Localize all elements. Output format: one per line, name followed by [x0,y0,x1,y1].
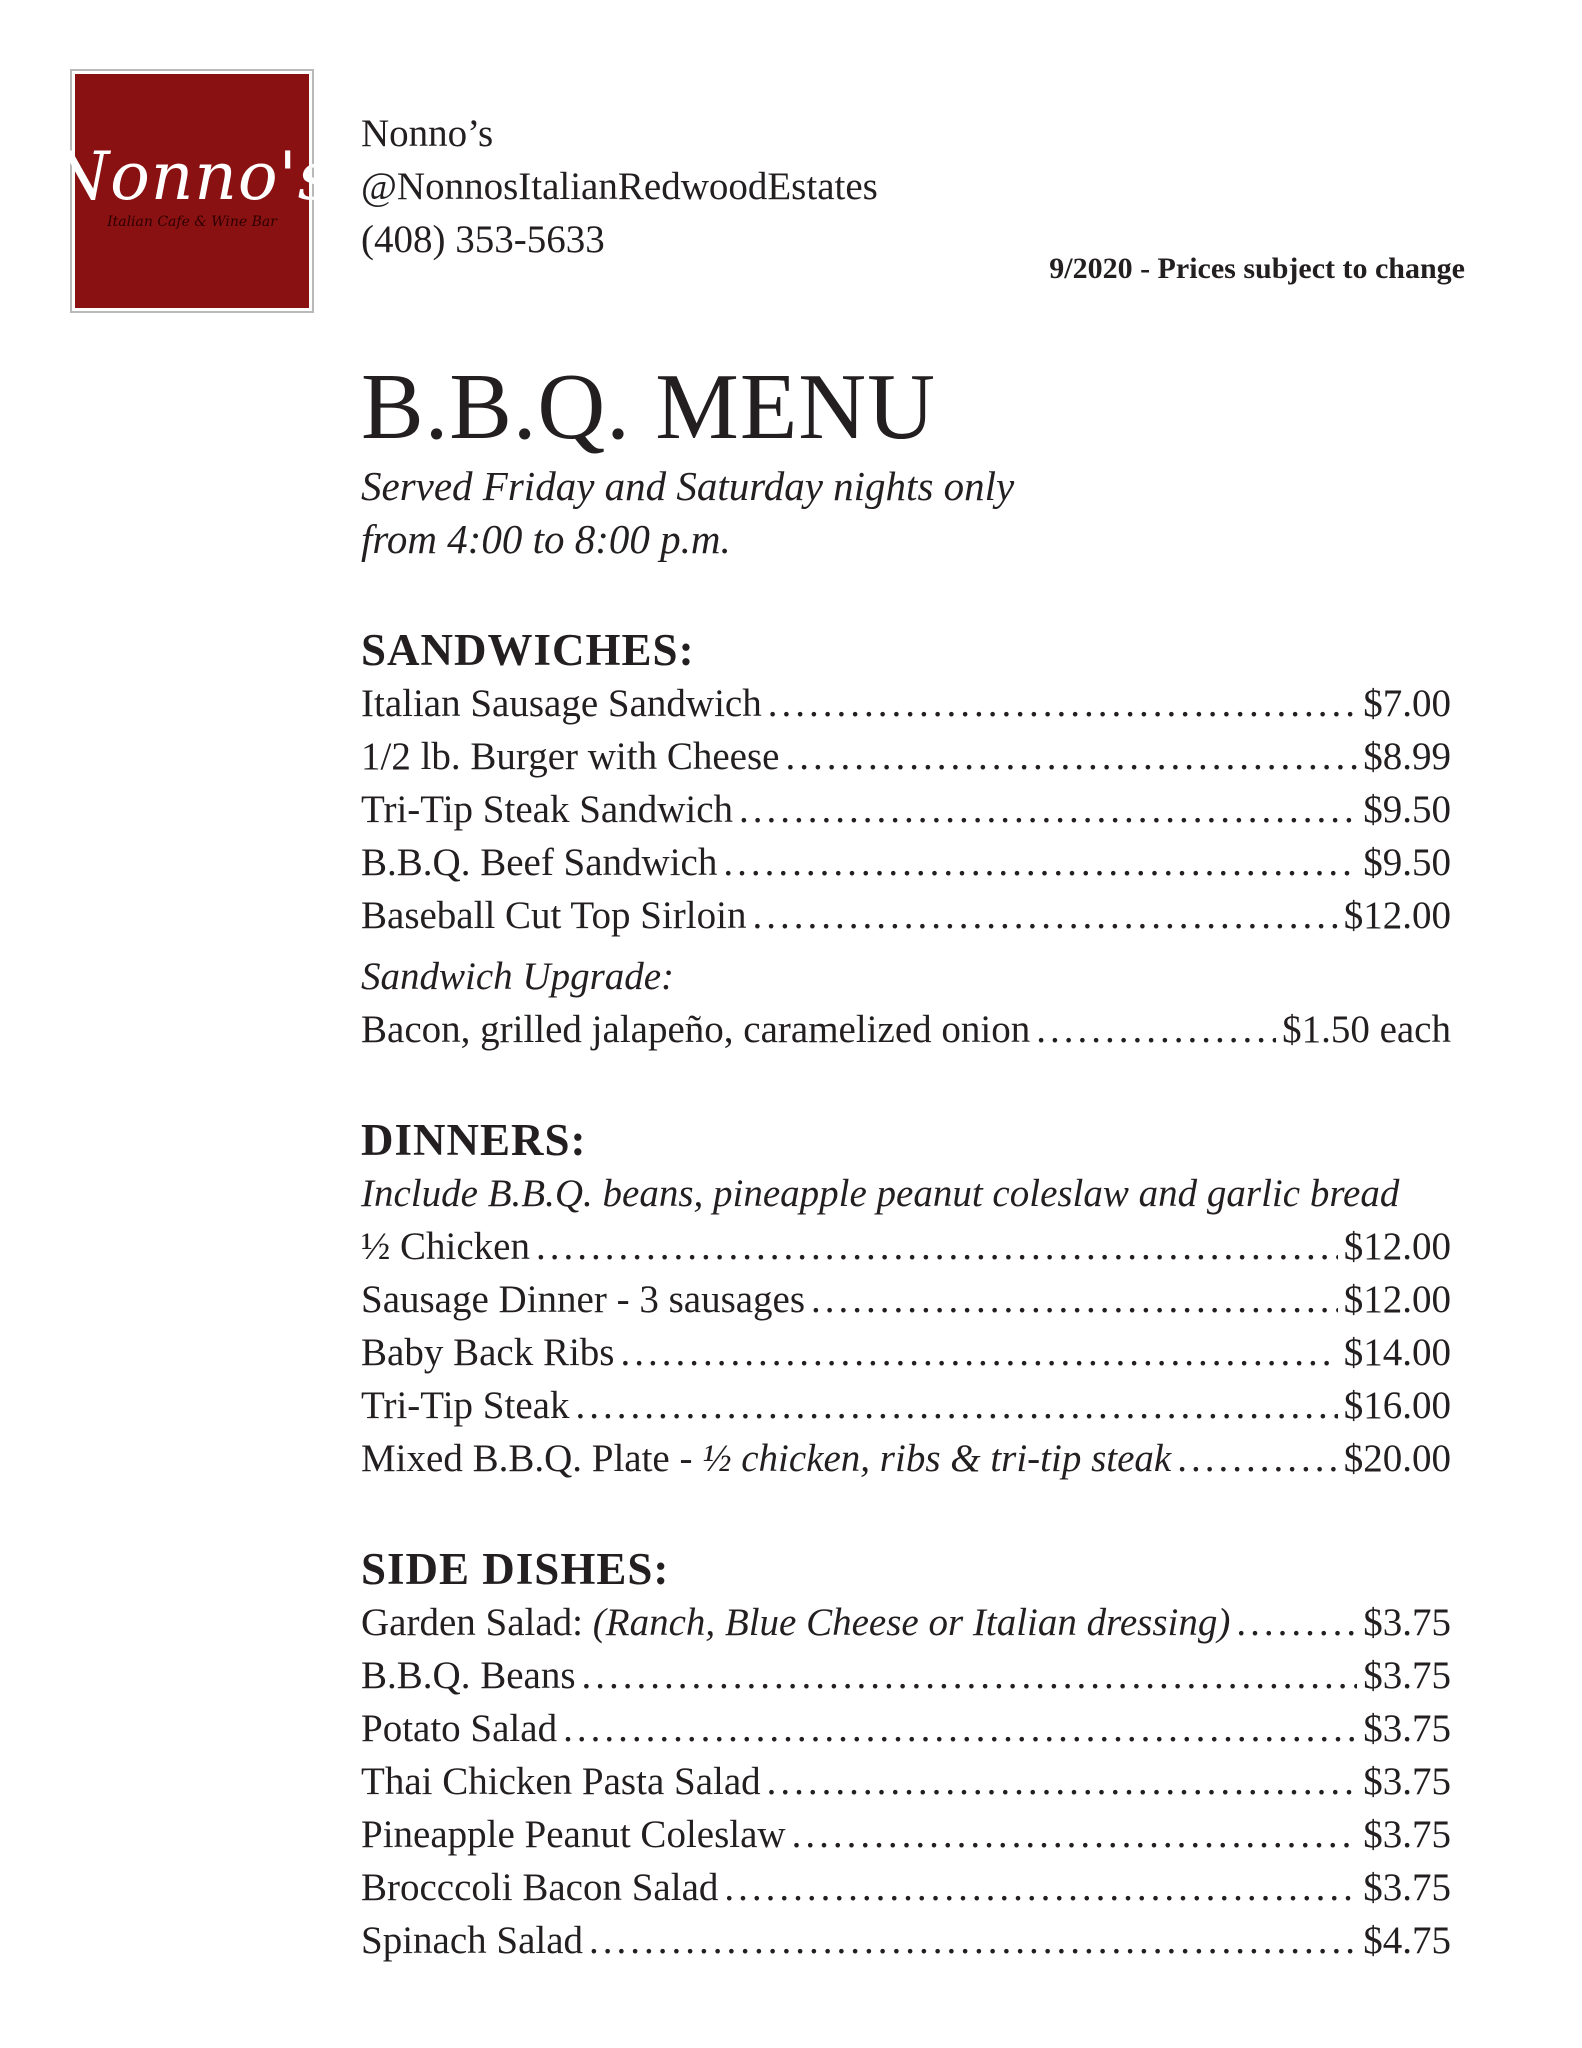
menu-item [361,730,1451,783]
logo-tagline: Italian Cafe & Wine Bar [107,214,277,230]
section-dinners [361,1114,1451,1485]
section-side-dishes [361,1543,1451,1967]
dot-leader [563,1702,1357,1755]
menu-item [361,1273,1451,1326]
menu-item [361,1861,1451,1914]
item-price: $9.50 [1363,788,1451,831]
logo-frame [51,69,333,313]
item-name: Tri-Tip Steak [361,1384,570,1427]
menu-item [361,1914,1451,1967]
menu-item [361,1326,1451,1379]
dot-leader [1177,1432,1338,1485]
menu-item [361,1432,1451,1485]
item-name: 1/2 lb. Burger with Cheese [361,735,780,778]
dot-leader [536,1220,1338,1273]
dot-leader [1236,1596,1357,1649]
item-name [361,1596,1230,1649]
menu-item [361,1379,1451,1432]
phone-number: (408) 353-5633 [361,218,605,261]
menu-item [361,1220,1451,1273]
dot-leader [739,783,1357,836]
menu-item [361,1649,1451,1702]
item-price: $1.50 each [1282,1008,1451,1051]
item-name: Baseball Cut Top Sirloin [361,894,747,937]
item-name: Potato Salad [361,1707,558,1750]
item-name [361,1432,1171,1485]
item-price: $4.75 [1363,1919,1451,1962]
menu-title: B.B.Q. MENU [361,355,937,459]
social-handle: @NonnosItalianRedwoodEstates [361,165,878,208]
item-name: Italian Sausage Sandwich [361,682,762,725]
item-name: B.B.Q. Beans [361,1654,576,1697]
item-name: ½ Chicken [361,1225,530,1268]
section-title: SANDWICHES: [361,625,695,675]
item-price: $14.00 [1343,1331,1451,1374]
item-name: Pineapple Peanut Coleslaw [361,1813,786,1856]
menu-item [361,1755,1451,1808]
item-price: $3.75 [1363,1866,1451,1909]
item-price: $12.00 [1343,1278,1451,1321]
dinners-note: Include B.B.Q. beans, pineapple peanut coleslaw and garlic bread [361,1172,1400,1215]
item-name: Sausage Dinner - 3 sausages [361,1278,806,1321]
dot-leader [785,730,1357,783]
item-price: $3.75 [1363,1760,1451,1803]
item-price: $3.75 [1363,1654,1451,1697]
item-name: Bacon, grilled jalapeño, caramelized onion [361,1008,1031,1051]
item-name: Spinach Salad [361,1919,584,1962]
subtitle-line: from 4:00 to 8:00 p.m. [361,516,731,562]
dot-leader [724,1861,1357,1914]
item-price: $20.00 [1343,1437,1451,1480]
dot-leader [752,889,1337,942]
restaurant-logo [51,74,333,308]
upgrade-item [361,1003,1451,1056]
dot-leader [792,1808,1358,1861]
dot-leader [582,1649,1358,1702]
dot-leader [811,1273,1338,1326]
dot-leader [620,1326,1337,1379]
item-detail: ½ chicken, ribs & tri-tip steak [702,1437,1172,1480]
item-name-main: Mixed B.B.Q. Plate - [361,1437,703,1480]
item-name: Baby Back Ribs [361,1331,615,1374]
dot-leader [575,1379,1337,1432]
item-price: $3.75 [1363,1813,1451,1856]
dot-leader [723,836,1357,889]
menu-subtitle [361,460,1451,566]
section-title: SIDE DISHES: [361,1544,670,1594]
menu-item [361,889,1451,942]
subtitle-line: Served Friday and Saturday nights only [361,463,1015,509]
menu-content [361,355,1451,1967]
contact-block [361,107,878,266]
menu-item [361,836,1451,889]
dot-leader [1036,1003,1276,1056]
sandwich-list [361,677,1451,942]
item-price: $12.00 [1343,1225,1451,1268]
item-detail: (Ranch, Blue Cheese or Italian dressing) [592,1601,1231,1644]
item-price: $3.75 [1363,1601,1451,1644]
dot-leader [767,1755,1358,1808]
item-price: $12.00 [1343,894,1451,937]
menu-item [361,1808,1451,1861]
item-name: Brocccoli Bacon Salad [361,1866,719,1909]
menu-item [361,677,1451,730]
section-title: DINNERS: [361,1115,587,1165]
dot-leader [589,1914,1357,1967]
item-name: Tri-Tip Steak Sandwich [361,788,734,831]
restaurant-name: Nonno’s [361,112,494,155]
upgrade-label: Sandwich Upgrade: [361,955,675,998]
menu-item [361,783,1451,836]
menu-item [361,1596,1451,1649]
section-sandwiches [361,624,1451,1056]
menu-item [361,1702,1451,1755]
item-name-main: Garden Salad: [361,1601,593,1644]
price-notice: 9/2020 - Prices subject to change [1049,252,1465,285]
logo-wordmark: Nonno's [51,138,333,215]
dot-leader [768,677,1358,730]
item-price: $9.50 [1363,841,1451,884]
item-name: Thai Chicken Pasta Salad [361,1760,761,1803]
item-price: $8.99 [1363,735,1451,778]
item-price: $3.75 [1363,1707,1451,1750]
item-price: $7.00 [1363,682,1451,725]
item-name: B.B.Q. Beef Sandwich [361,841,718,884]
item-price: $16.00 [1343,1384,1451,1427]
